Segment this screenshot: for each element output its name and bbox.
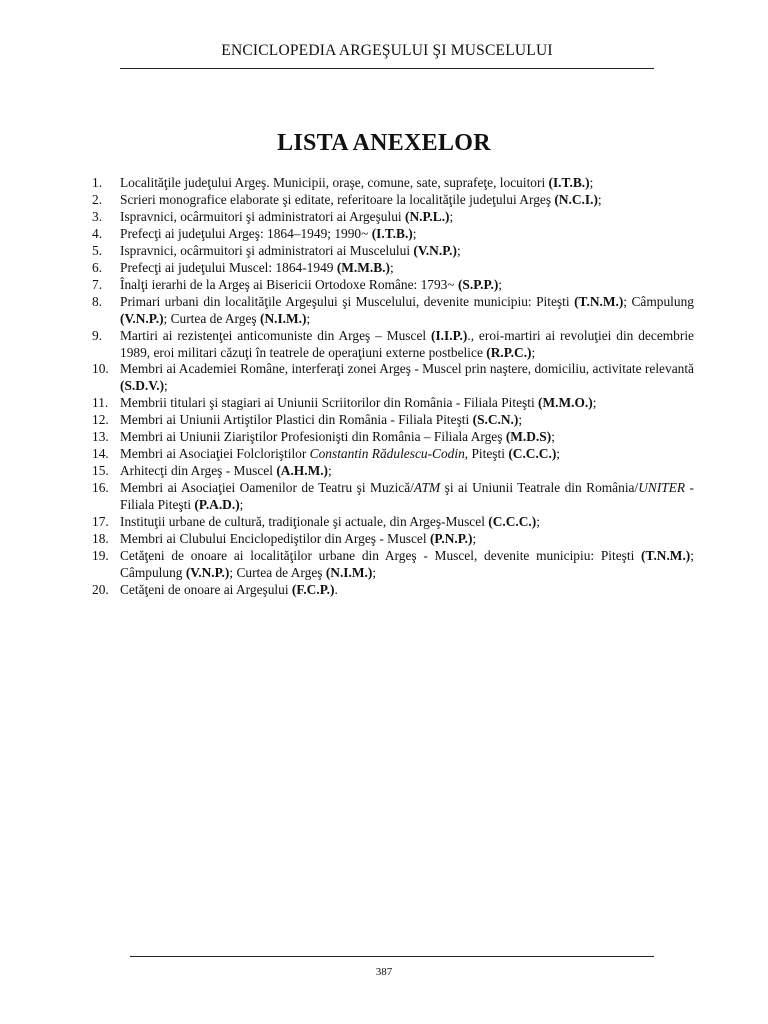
annex-text-part: ; [306,310,311,326]
annex-code: (N.P.L.) [405,208,450,224]
annex-code: (V.N.P.) [413,242,457,258]
annex-text-part: ; [556,446,561,462]
annex-code: (F.C.P.) [291,581,335,597]
footer-rule [130,956,654,957]
annex-text-part: ; [328,463,332,479]
annex-item [92,395,694,412]
annex-text-part: ; [239,497,244,513]
page-title: LISTA ANEXELOR [277,130,491,156]
annex-text-part: Înalţi ierarhi de la Argeş ai Bisericii Ortodoxe Române: 1793~ [120,276,458,292]
annex-text-part: ; Curtea de Argeş [163,310,260,326]
annex-number: 6. [92,259,103,275]
annex-number: 16. [92,480,109,496]
annex-item [92,209,694,226]
annex-text-part: Ispravnici, ocârmuitori şi administratori ai Muscelului [120,242,414,258]
annex-number: 14. [92,446,109,462]
annex-number: 7. [92,276,103,292]
annex-text [120,514,540,529]
running-header: ENCICLOPEDIA ARGEŞULUI ŞI MUSCELULUI [221,42,553,59]
annex-text-part: Cetăţeni de onoare ai localităţilor urbane din Argeş - Muscel, devenite municipiu: Piteşti [120,547,642,563]
annex-item [92,192,694,209]
annex-item [92,582,694,599]
annex-code: (T.N.M.) [641,547,691,563]
annex-text-part: Martiri ai rezistenţei anticomuniste din Argeş – Muscel [120,327,431,343]
annex-italic-text: Constantin Rădulescu-Codin [309,446,465,462]
annex-text-part: Membri ai Asociaţiei Oamenilor de Teatru şi Muzică/ [120,480,414,496]
annex-text-part: ; [498,276,503,292]
page-number: 387 [375,966,393,978]
annex-code: (I.I.P.) [431,327,468,343]
annex-text-part: Instituţii urbane de cultură, tradiţionale şi actuale, din Argeş-Muscel [120,514,489,530]
annex-code: (C.C.C.) [488,514,537,530]
annex-code: (M.M.O.) [538,395,593,411]
annex-list [92,175,694,599]
annex-item [92,446,694,463]
annex-text-part: Prefecţi ai judeţului Muscel: 1864-1949 [120,259,337,275]
annex-text [120,294,694,326]
header-rule [120,68,654,69]
annex-text-part: ; [592,395,597,411]
annex-text-part: Membri ai Clubului Enciclopediştilor din Argeş - Muscel [120,531,430,547]
annex-text-part: . [334,581,338,597]
annex-text-part: Ispravnici, ocârmuitori şi administratori ai Argeşului [120,208,405,224]
annex-text [120,209,453,224]
annex-code: (P.A.D.) [194,497,240,513]
annex-number: 8. [92,293,103,309]
annex-code: (V.N.P.) [185,564,230,580]
annex-item [92,243,694,260]
annex-item [92,412,694,429]
annex-text [120,531,476,546]
annex-number: 12. [92,412,109,428]
annex-code: (R.P.C.) [486,344,532,360]
annex-text-part: ; [551,429,555,445]
annex-item [92,514,694,531]
annex-text-part: ; [372,564,377,580]
annex-number: 11. [92,395,109,411]
annex-number: 2. [92,191,103,207]
annex-text-part: Membri ai Uniunii Artiştilor Plastici din România - Filiala Piteşti [120,412,473,428]
annex-text-part: ; [472,531,477,547]
annex-code: (N.C.I.) [554,191,598,207]
annex-text-part: Scrieri monografice elaborate şi editate, referitoare la localităţile judeţului Argeş [120,191,555,207]
annex-text-part: ; [536,514,540,530]
annex-text [120,429,555,444]
annex-text-part: ; Câmpulung [623,293,694,309]
annex-text-part: Membrii titulari şi stagiari ai Uniunii Scriitorilor din România - Filiala Piteşti [120,395,539,411]
annex-item [92,463,694,480]
annex-text-part: ; [449,208,454,224]
annex-code: (N.I.M.) [325,564,373,580]
annex-text [120,277,502,292]
annex-text [120,192,602,207]
annex-text [120,446,560,461]
annex-number: 1. [92,175,103,190]
annex-text [120,582,338,597]
annex-text [120,243,461,258]
annex-number: 20. [92,581,109,597]
annex-code: (T.N.M.) [574,293,624,309]
annex-number: 5. [92,242,103,258]
annex-text-part: ; [164,378,168,394]
annex-code: (S.P.P.) [457,276,499,292]
annex-number: 18. [92,531,109,547]
annex-text [120,412,522,427]
annex-code: (C.C.C.) [508,446,557,462]
annex-text [120,395,596,410]
annex-item [92,175,694,192]
annex-item [92,361,694,395]
annex-code: (S.C.N.) [472,412,519,428]
annex-item [92,226,694,243]
annex-item [92,548,694,582]
annex-text-part: ; Curtea de Argeş [229,564,326,580]
annex-text-part: şi ai Uniunii Teatrale din România/ [440,480,639,496]
annex-code: (I.T.B.) [548,175,590,190]
annex-code: (P.N.P.) [429,531,473,547]
annex-code: (M.M.B.) [336,259,390,275]
annex-code: (S.D.V.) [120,378,165,394]
annex-text [120,463,332,478]
annex-item [92,480,694,514]
annex-item [92,328,694,362]
annex-text [120,328,694,360]
annex-text-part: Localităţile judeţului Argeş. Municipii, oraşe, comune, sate, suprafeţe, locuitori [120,175,549,190]
annex-code: (N.I.M.) [259,310,307,326]
annex-text [120,175,593,190]
annex-text [120,480,694,512]
annex-text-part: ., eroi-martiri ai revoluţiei din decembrie 1989, eroi militari căzuţi în teatrele de operaţiuni externe postbelice [120,327,694,360]
annex-text-part: Arhitecţi din Argeş - Muscel [120,463,277,479]
annex-text-part: ; [531,344,536,360]
annex-number: 3. [92,208,103,224]
annex-code: (V.N.P.) [120,310,164,326]
annex-text-part: Membri ai Academiei Române, interferaţi zonei Argeş - Muscel prin naştere, domiciliu, activitate relevantă [120,361,694,377]
annex-code: (M.D.S) [505,429,552,445]
annex-item [92,277,694,294]
annex-text-part: , Piteşti [464,446,509,462]
annex-number: 9. [92,327,103,343]
annex-text-part: Membri ai Uniunii Ziariştilor Profesionişti din România – Filiala Argeş [120,429,506,445]
annex-italic-text: UNITER [638,480,686,496]
annex-italic-text: ATM [413,480,441,496]
annex-text-part: ; [589,175,594,190]
annex-text-part: Primari urbani din localităţile Argeşului şi Muscelului, devenite municipiu: Piteşti [120,293,575,309]
annex-text-part: Prefecţi ai judeţului Argeş: 1864–1949; 1990~ [120,225,372,241]
annex-text-part: Membri ai Asociaţiei Folcloriştilor [120,446,310,462]
annex-item [92,260,694,277]
annex-text-part: Cetăţeni de onoare ai Argeşului [120,581,292,597]
annex-text-part: - Filiala Piteşti [120,480,694,513]
annex-code: (A.H.M.) [276,463,329,479]
annex-text [120,548,694,580]
annex-text [120,361,694,393]
annex-text-part: ; [389,259,394,275]
annex-number: 15. [92,463,109,479]
annex-number: 19. [92,547,109,563]
annex-code: (I.T.B.) [371,225,413,241]
annex-item [92,429,694,446]
annex-item [92,294,694,328]
annex-text [120,260,394,275]
annex-text-part: ; Câmpulung [120,547,694,580]
annex-text-part: ; [412,225,417,241]
annex-text-part: ; [597,191,602,207]
annex-text-part: ; [456,242,461,258]
annex-item [92,531,694,548]
annex-number: 4. [92,225,103,241]
annex-text-part: ; [518,412,523,428]
annex-number: 13. [92,429,109,445]
annex-number: 10. [92,361,109,377]
annex-number: 17. [92,514,109,530]
annex-text [120,226,417,241]
